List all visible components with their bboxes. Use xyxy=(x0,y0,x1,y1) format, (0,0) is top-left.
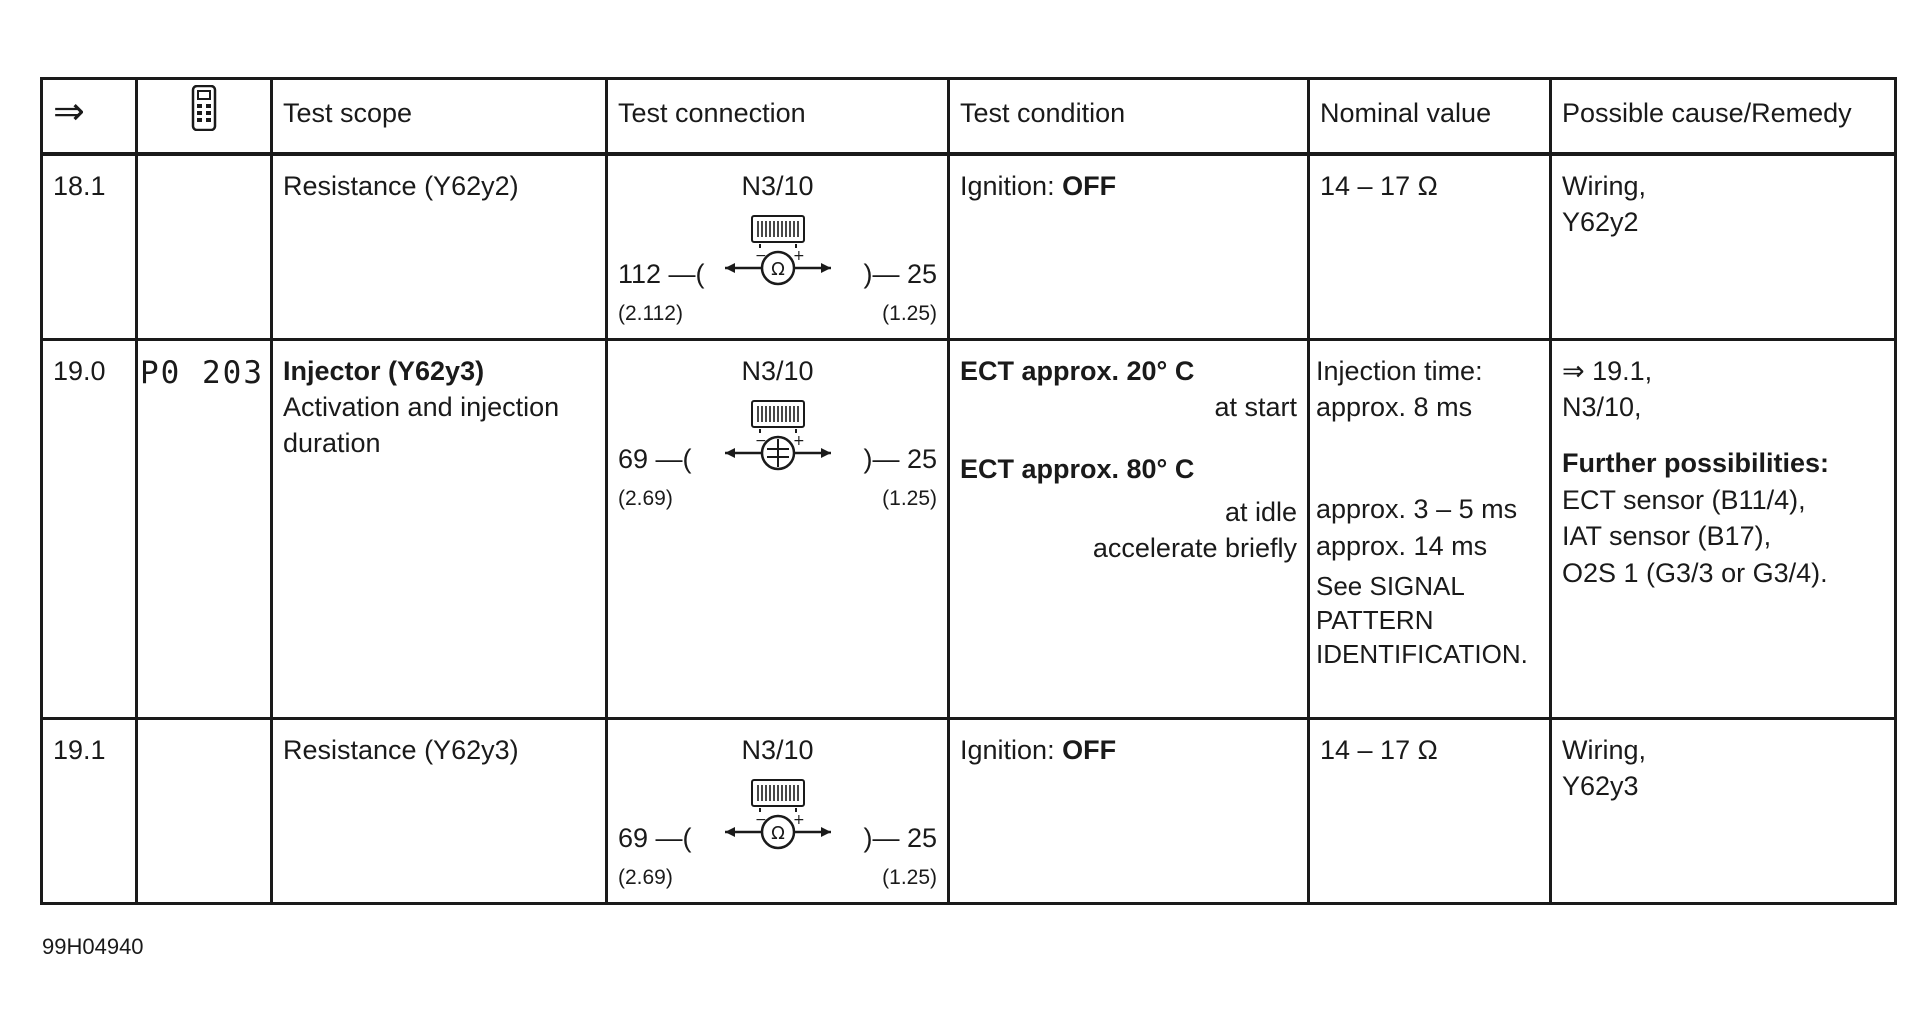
test-condition-cell xyxy=(949,339,1309,718)
pin-right: )— 25 xyxy=(863,443,937,474)
dtc-code: P0 203 xyxy=(137,339,272,718)
svg-text:+: + xyxy=(792,247,805,264)
nominal-value-cell xyxy=(1309,718,1551,903)
further-possibilities-heading: Further possibilities: xyxy=(1562,448,1830,479)
pin-left-ref: (2.69) xyxy=(618,486,673,510)
possible-cause-cell xyxy=(1551,154,1896,340)
oscilloscope-icon xyxy=(723,433,833,473)
test-scope-cell xyxy=(272,154,607,340)
condition-at-start: at start xyxy=(1214,391,1297,422)
cause-item: Wiring, xyxy=(1562,170,1647,201)
pin-left-ref: (2.112) xyxy=(618,301,683,325)
test-connection-cell xyxy=(607,339,949,718)
condition-accelerate: accelerate briefly xyxy=(1092,533,1297,564)
pin-right: )— 25 xyxy=(863,822,937,853)
connection-diagram xyxy=(618,353,937,513)
pin-left: 69 —( xyxy=(618,822,692,853)
test-condition-cell xyxy=(949,718,1309,903)
condition-value: OFF xyxy=(1062,170,1117,201)
svg-text:Ω: Ω xyxy=(770,258,785,280)
nominal-value: 14 – 17 Ω xyxy=(1320,734,1438,765)
svg-text:+: + xyxy=(792,432,805,449)
test-scope-detail: duration xyxy=(283,428,381,459)
module-label: N3/10 xyxy=(741,734,814,765)
dtc-code xyxy=(137,718,272,903)
control-module-icon xyxy=(750,214,806,248)
condition-label: Ignition: xyxy=(960,734,1063,765)
injection-time-label: Injection time: xyxy=(1316,355,1483,386)
nominal-start-value: approx. 8 ms xyxy=(1316,391,1473,422)
svg-text:−: − xyxy=(754,247,767,264)
pin-left-ref: (2.69) xyxy=(618,865,673,889)
nominal-value-cell xyxy=(1309,339,1551,718)
nominal-value-cell xyxy=(1309,154,1551,340)
ect-condition-2: ECT approx. 80° C xyxy=(960,454,1195,485)
test-scope-cell xyxy=(272,339,607,718)
table-row xyxy=(42,718,1896,903)
header-nominal-value: Nominal value xyxy=(1309,79,1551,154)
step-number: 19.0 xyxy=(42,339,137,718)
cause-module: N3/10, xyxy=(1562,391,1642,422)
ohmmeter-icon xyxy=(723,248,833,288)
connection-diagram xyxy=(618,732,937,892)
pin-left: 69 —( xyxy=(618,443,692,474)
condition-label: Ignition: xyxy=(960,170,1063,201)
condition-value: OFF xyxy=(1062,734,1117,765)
step-number: 18.1 xyxy=(42,154,137,340)
cause-item: Y62y3 xyxy=(1562,770,1639,801)
possible-cause-cell xyxy=(1551,339,1896,718)
nominal-value: 14 – 17 Ω xyxy=(1320,170,1438,201)
nominal-idle-value: approx. 3 – 5 ms xyxy=(1316,494,1518,525)
pin-left: 112 —( xyxy=(618,258,705,289)
header-arrow-cell xyxy=(42,79,137,154)
hand-held-tester-icon xyxy=(189,85,219,131)
test-scope-title: Resistance (Y62y2) xyxy=(283,170,519,201)
pin-right: )— 25 xyxy=(863,258,937,289)
module-label: N3/10 xyxy=(741,170,814,201)
see-signal-line-3: IDENTIFICATION. xyxy=(1316,638,1528,669)
control-module-icon xyxy=(750,778,806,812)
see-signal-line-2: PATTERN xyxy=(1316,605,1434,636)
header-test-condition: Test condition xyxy=(949,79,1309,154)
step-number: 19.1 xyxy=(42,718,137,903)
svg-text:+: + xyxy=(792,811,805,828)
test-condition-cell xyxy=(949,154,1309,340)
test-connection-cell xyxy=(607,718,949,903)
module-label: N3/10 xyxy=(741,355,814,386)
pin-right-ref: (1.25) xyxy=(882,865,937,889)
svg-text:Ω: Ω xyxy=(770,822,785,844)
header-test-scope: Test scope xyxy=(272,79,607,154)
pin-right-ref: (1.25) xyxy=(882,486,937,510)
pin-right-ref: (1.25) xyxy=(882,301,937,325)
svg-text:−: − xyxy=(754,432,767,449)
cause-item: ECT sensor (B11/4), xyxy=(1562,484,1806,515)
ohmmeter-icon xyxy=(723,812,833,852)
test-connection-cell xyxy=(607,154,949,340)
test-scope-cell xyxy=(272,718,607,903)
header-possible-cause: Possible cause/Remedy xyxy=(1551,79,1896,154)
table-row xyxy=(42,154,1896,340)
svg-text:−: − xyxy=(754,811,767,828)
header-tester-cell xyxy=(137,79,272,154)
figure-id: 99H04940 xyxy=(42,934,144,959)
table-row xyxy=(42,339,1896,718)
cause-item: O2S 1 (G3/3 or G3/4). xyxy=(1562,557,1828,588)
cause-goto-step: ⇒ 19.1, xyxy=(1562,355,1653,386)
connection-diagram xyxy=(618,168,937,328)
condition-at-idle: at idle xyxy=(1224,496,1297,527)
header-test-connection: Test connection xyxy=(607,79,949,154)
cause-item: Y62y2 xyxy=(1562,206,1639,237)
test-scope-detail: Activation and injection xyxy=(283,391,560,422)
cause-item: IAT sensor (B17), xyxy=(1562,521,1772,552)
test-scope-title: Injector (Y62y3) xyxy=(283,355,485,386)
possible-cause-cell xyxy=(1551,718,1896,903)
test-table xyxy=(40,77,1897,905)
test-scope-title: Resistance (Y62y3) xyxy=(283,734,519,765)
ect-condition-1: ECT approx. 20° C xyxy=(960,355,1195,386)
double-arrow-icon: ⇒ xyxy=(53,89,85,134)
control-module-icon xyxy=(750,399,806,433)
nominal-accel-value: approx. 14 ms xyxy=(1316,530,1488,561)
header-row xyxy=(42,79,1896,154)
dtc-code xyxy=(137,154,272,340)
see-signal-line-1: See SIGNAL xyxy=(1316,571,1465,602)
cause-item: Wiring, xyxy=(1562,734,1647,765)
